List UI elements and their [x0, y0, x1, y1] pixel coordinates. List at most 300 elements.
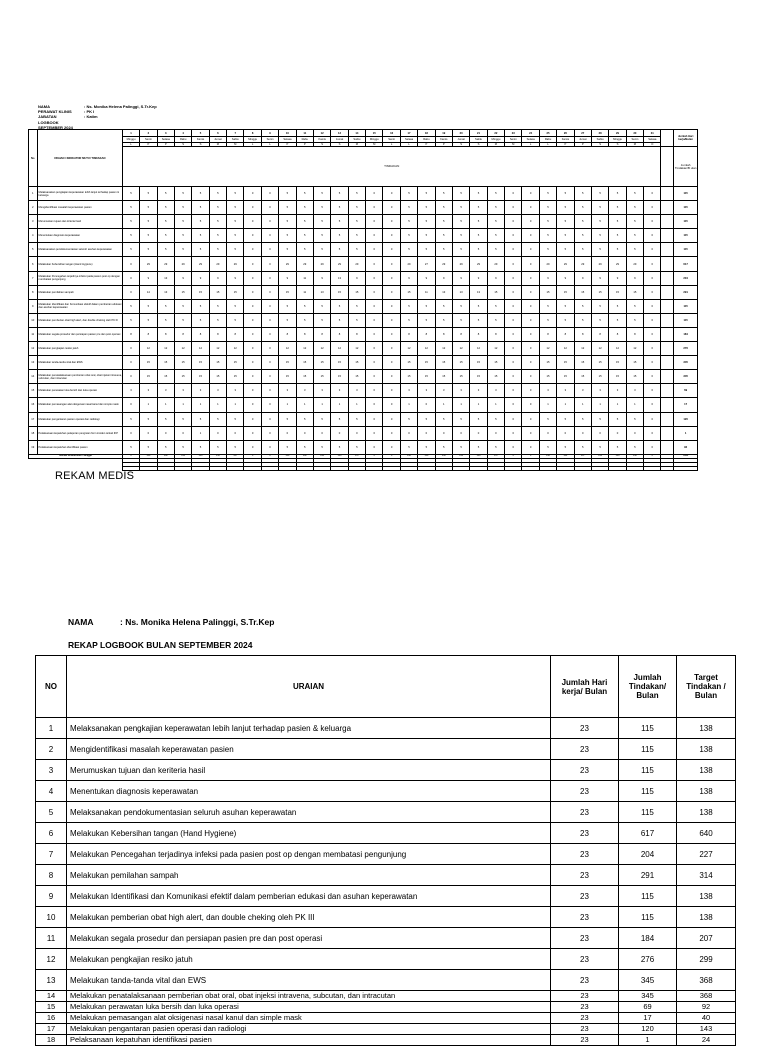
logbook-row-text: Melakukan pengkajian resiko jatuh — [37, 342, 122, 356]
logbook-cell: 5 — [487, 187, 504, 201]
logbook-footer-cell: 142 — [557, 454, 574, 458]
logbook-summary-cell — [470, 466, 487, 470]
logbook-cell: 3 — [348, 384, 365, 398]
logbook-cell: 5 — [400, 299, 417, 313]
logbook-footer-cell: 138 — [452, 454, 469, 458]
logbook-cell: 0 — [522, 370, 539, 384]
logbook-cell: 29 — [609, 257, 626, 271]
logbook-cell: 9 — [626, 271, 643, 285]
logbook-table — [28, 129, 698, 471]
rekap-row-tindakan: 115 — [619, 760, 677, 781]
logbook-row — [29, 215, 698, 229]
logbook-cell: 5 — [400, 215, 417, 229]
logbook-cell: 5 — [331, 299, 348, 313]
logbook-summary-cell — [661, 466, 674, 470]
logbook-cell: 3 — [192, 384, 209, 398]
logbook-row-total: 276 — [674, 342, 698, 356]
logbook-summary-cell — [539, 466, 556, 470]
logbook-cell: 15 — [279, 285, 296, 299]
logbook-shift: L — [244, 143, 261, 147]
logbook-cell: 0 — [591, 426, 608, 440]
logbook-row-text: Melakukan Identifikasi dan Komunikasi efektif dalam pemberian edukasi dan asuhan keperawatan — [37, 299, 122, 313]
logbook-weekday: Kamis — [313, 137, 330, 143]
rekap-row — [36, 907, 736, 928]
logbook-cell: 0 — [644, 370, 661, 384]
logbook-cell: 15 — [487, 356, 504, 370]
logbook-row-text: Mengidentifikasi masalah keperawatan pasien — [37, 201, 122, 215]
logbook-cell: 15 — [557, 285, 574, 299]
logbook-cell: 8 — [557, 327, 574, 341]
logbook-cell: 3 — [400, 384, 417, 398]
logbook-shift: M — [209, 143, 226, 147]
logbook-cell: 5 — [331, 313, 348, 327]
logbook-cell: 0 — [522, 285, 539, 299]
logbook-cell: 15 — [174, 356, 191, 370]
logbook-cell: 0 — [505, 398, 522, 412]
logbook-cell: 0 — [644, 285, 661, 299]
rekap-row-uraian: Melakukan Pencegahan terjadinya infeksi pada pasien post op dengan membatasi pengunjung — [67, 844, 551, 865]
logbook-cell: 15 — [435, 370, 452, 384]
logbook-cell: 0 — [244, 426, 261, 440]
rekap-row-target: 24 — [677, 1035, 736, 1046]
logbook-cell: 5 — [279, 215, 296, 229]
logbook-footer-cell: 138 — [470, 454, 487, 458]
rekap-row-uraian: Mengidentifikasi masalah keperawatan pasien — [67, 739, 551, 760]
logbook-cell: 15 — [400, 285, 417, 299]
logbook-cell: 5 — [609, 201, 626, 215]
logbook-footer-cell: 138 — [192, 454, 209, 458]
logbook-cell: 0 — [366, 327, 383, 341]
logbook-day-number: 9 — [261, 130, 278, 137]
logbook-header-value: : PK I — [84, 109, 95, 115]
logbook-footer-cell: 0 — [522, 454, 539, 458]
logbook-day-number: 15 — [366, 130, 383, 137]
logbook-cell: 12 — [227, 342, 244, 356]
rekap-row-hari: 23 — [551, 928, 619, 949]
logbook-cell: 12 — [331, 342, 348, 356]
logbook-cell: 8 — [400, 327, 417, 341]
logbook-cell: 0 — [244, 342, 261, 356]
logbook-footer-cell: 138 — [626, 454, 643, 458]
logbook-blank-cell — [661, 440, 674, 454]
logbook-cell: 15 — [279, 370, 296, 384]
logbook-cell: 0 — [122, 271, 139, 285]
logbook-cell: 1 — [539, 398, 556, 412]
logbook-cell: 5 — [122, 440, 139, 454]
logbook-footer-cell: 147 — [487, 454, 504, 458]
logbook-cell: 3 — [452, 384, 469, 398]
logbook-cell: 0 — [244, 285, 261, 299]
logbook-day-number: 28 — [591, 130, 608, 137]
logbook-footer-cell: 140 — [313, 454, 330, 458]
logbook-cell: 9 — [192, 271, 209, 285]
logbook-cell: 5 — [435, 412, 452, 426]
logbook-row — [29, 384, 698, 398]
logbook-cell: 29 — [487, 257, 504, 271]
rekap-row-uraian: Melakukan penatalaksanaan pemberian obat oral, obat injeksi intravena, subcutan, dan intracutan — [67, 991, 551, 1002]
logbook-row — [29, 299, 698, 313]
logbook-cell: 0 — [366, 342, 383, 356]
logbook-cell: 5 — [418, 299, 435, 313]
logbook-cell: 0 — [366, 299, 383, 313]
logbook-cell: 5 — [192, 229, 209, 243]
logbook-cell: 5 — [557, 187, 574, 201]
logbook-weekday: Jumat — [209, 137, 226, 143]
logbook-cell: 5 — [227, 229, 244, 243]
logbook-row-no: 15 — [29, 384, 38, 398]
logbook-cell: 0 — [366, 201, 383, 215]
logbook-cell: 0 — [522, 257, 539, 271]
rekap-row-no: 13 — [36, 970, 67, 991]
logbook-cell: 15 — [296, 370, 313, 384]
logbook-row-total: 345 — [674, 370, 698, 384]
logbook-weekday: Rabu — [418, 137, 435, 143]
logbook-cell: 5 — [209, 412, 226, 426]
logbook-cell: 9 — [348, 271, 365, 285]
logbook-blank-cell — [661, 215, 674, 229]
logbook-cell: 0 — [122, 426, 139, 440]
logbook-cell: 0 — [644, 257, 661, 271]
rekap-row-target: 368 — [677, 970, 736, 991]
rekap-row — [36, 1013, 736, 1024]
logbook-cell: 5 — [140, 215, 157, 229]
logbook-blank-cell — [661, 299, 674, 313]
rekap-row-no: 17 — [36, 1024, 67, 1035]
logbook-cell: 15 — [348, 356, 365, 370]
logbook-cell: 5 — [157, 313, 174, 327]
logbook-summary-cell — [279, 466, 296, 470]
logbook-cell: 0 — [261, 215, 278, 229]
logbook-blank-cell — [661, 187, 674, 201]
logbook-cell: 3 — [122, 384, 139, 398]
logbook-cell: 5 — [157, 440, 174, 454]
logbook-cell: 9 — [435, 271, 452, 285]
logbook-row — [29, 398, 698, 412]
logbook-cell: 5 — [279, 313, 296, 327]
logbook-row-text: Merumuskan tujuan dan kriteria hasil — [37, 215, 122, 229]
logbook-cell: 0 — [366, 426, 383, 440]
logbook-cell: 0 — [644, 299, 661, 313]
logbook-footer-cell: 150 — [209, 454, 226, 458]
rekap-row-no: 5 — [36, 802, 67, 823]
logbook-cell: 15 — [209, 356, 226, 370]
rekap-row-tindakan: 115 — [619, 739, 677, 760]
logbook-weekday: Minggu — [609, 137, 626, 143]
logbook-row-no: 11 — [29, 327, 38, 341]
rekap-row-target: 299 — [677, 949, 736, 970]
logbook-cell: 0 — [366, 257, 383, 271]
logbook-cell: 3 — [487, 384, 504, 398]
logbook-cell: 5 — [174, 243, 191, 257]
logbook-cell: 5 — [140, 229, 157, 243]
logbook-cell: 5 — [539, 201, 556, 215]
logbook-cell: 5 — [591, 412, 608, 426]
logbook-cell: 5 — [557, 313, 574, 327]
rekap-row-hari: 23 — [551, 781, 619, 802]
logbook-summary-cell — [261, 466, 278, 470]
logbook-summary-cell — [296, 466, 313, 470]
logbook-cell: 8 — [348, 327, 365, 341]
logbook-row-no: 18 — [29, 426, 38, 440]
rekap-row-target: 92 — [677, 1002, 736, 1013]
logbook-cell: 5 — [539, 440, 556, 454]
rekap-row-no: 9 — [36, 886, 67, 907]
logbook-cell: 13 — [452, 285, 469, 299]
logbook-blank-cell — [661, 229, 674, 243]
logbook-cell: 5 — [331, 187, 348, 201]
rekap-row-hari: 23 — [551, 844, 619, 865]
logbook-weekday: Jumat — [574, 137, 591, 143]
logbook-footer-label: Jumlah Keseluruhan / Minggu — [29, 454, 123, 458]
logbook-cell: 0 — [505, 201, 522, 215]
logbook-row — [29, 201, 698, 215]
logbook-cell: 5 — [487, 299, 504, 313]
logbook-row-text: Melakukan perawatan luka bersih dan luka operasi — [37, 384, 122, 398]
logbook-cell: 0 — [157, 426, 174, 440]
logbook-row-total: 115 — [674, 201, 698, 215]
logbook-cell: 11 — [296, 271, 313, 285]
logbook-cell: 15 — [331, 370, 348, 384]
logbook-row-text: Melakukan pemasangan alat oksigenasi nasal kanul dan simple mask — [37, 398, 122, 412]
logbook-cell: 0 — [522, 342, 539, 356]
logbook-cell: 5 — [348, 229, 365, 243]
logbook-cell: 0 — [331, 426, 348, 440]
rekap-row-uraian: Melakukan pengkajian resiko jatuh — [67, 949, 551, 970]
logbook-summary-cell — [348, 466, 365, 470]
logbook-cell: 9 — [539, 271, 556, 285]
logbook-day-number: 11 — [296, 130, 313, 137]
logbook-cell: 0 — [366, 412, 383, 426]
logbook-header-value: : Katim — [84, 114, 98, 120]
logbook-cell: 5 — [157, 412, 174, 426]
logbook-cell: 15 — [470, 370, 487, 384]
logbook-weekday: Kamis — [557, 137, 574, 143]
logbook-cell: 0 — [505, 257, 522, 271]
logbook-row-text: Melakukan pengantaran pasien operasi dan radiologi — [37, 412, 122, 426]
logbook-cell: 12 — [174, 342, 191, 356]
rekap-row-uraian: Melakukan pemilahan sampah — [67, 865, 551, 886]
logbook-cell: 15 — [209, 370, 226, 384]
logbook-tindakan-header: TINDAKAN — [122, 147, 661, 187]
logbook-day-number: 31 — [644, 130, 661, 137]
rekap-row — [36, 886, 736, 907]
rekap-row-uraian: Melakukan pemasangan alat oksigenasi nasal kanul dan simple mask — [67, 1013, 551, 1024]
logbook-cell: 0 — [522, 356, 539, 370]
rekap-row-no: 1 — [36, 718, 67, 739]
logbook-cell: 3 — [626, 384, 643, 398]
logbook-cell: 0 — [644, 229, 661, 243]
logbook-cell: 0 — [522, 313, 539, 327]
rekap-row-no: 8 — [36, 865, 67, 886]
logbook-row-text: Melakukan pemilahan sampah — [37, 285, 122, 299]
logbook-cell: 0 — [400, 426, 417, 440]
logbook-footer-cell: 138 — [418, 454, 435, 458]
logbook-shift: S — [591, 143, 608, 147]
logbook-day-number: 7 — [227, 130, 244, 137]
logbook-cell: 5 — [400, 243, 417, 257]
logbook-weekday: Jumat — [331, 137, 348, 143]
logbook-row-text: Melakukan tanda-tanda vital dan EWS — [37, 356, 122, 370]
logbook-cell: 0 — [383, 384, 400, 398]
logbook-footer-cell: 0 — [122, 454, 139, 458]
rekap-row-hari: 23 — [551, 1013, 619, 1024]
rekap-row-tindakan: 345 — [619, 970, 677, 991]
logbook-summary-cell — [192, 466, 209, 470]
logbook-cell: 15 — [157, 370, 174, 384]
logbook-cell: 5 — [296, 215, 313, 229]
logbook-cell: 5 — [539, 412, 556, 426]
logbook-cell: 9 — [452, 271, 469, 285]
logbook-summary-cell — [435, 466, 452, 470]
logbook-footer-cell: 0 — [261, 454, 278, 458]
logbook-weekday: Sabtu — [470, 137, 487, 143]
logbook-cell: 0 — [261, 257, 278, 271]
rekap-nama-value: : Ns. Monika Helena Palinggi, S.Tr.Kep — [120, 617, 275, 627]
rekap-row-no: 10 — [36, 907, 67, 928]
rekap-row-target: 368 — [677, 991, 736, 1002]
rekap-row-tindakan: 115 — [619, 907, 677, 928]
logbook-cell: 5 — [174, 201, 191, 215]
rekap-row — [36, 991, 736, 1002]
logbook-cell: 29 — [140, 257, 157, 271]
logbook-cell: 5 — [331, 243, 348, 257]
logbook-cell: 0 — [122, 342, 139, 356]
logbook-cell: 5 — [539, 187, 556, 201]
logbook-cell: 0 — [296, 426, 313, 440]
logbook-cell: 5 — [296, 412, 313, 426]
logbook-cell: 0 — [366, 384, 383, 398]
logbook-uraian-header: URAIAN / INDIKATOR MUTU/ TINDAKAN — [37, 130, 122, 187]
logbook-cell: 15 — [331, 356, 348, 370]
logbook-cell: 5 — [626, 243, 643, 257]
logbook-weekday: Minggu — [244, 137, 261, 143]
logbook-summary-cell — [452, 466, 469, 470]
logbook-cell: 0 — [522, 426, 539, 440]
logbook-cell: 0 — [505, 327, 522, 341]
logbook-cell: 5 — [122, 229, 139, 243]
logbook-cell: 12 — [626, 342, 643, 356]
logbook-row-no: 4 — [29, 229, 38, 243]
logbook-cell: 5 — [418, 229, 435, 243]
logbook-cell: 5 — [122, 313, 139, 327]
logbook-cell: 9 — [574, 271, 591, 285]
logbook-cell: 0 — [174, 426, 191, 440]
logbook-jumlah-tindakan-header: Jumlah Tindakan/B ulan — [674, 147, 698, 187]
logbook-cell: 0 — [644, 187, 661, 201]
logbook-cell: 5 — [296, 229, 313, 243]
rekap-nama — [68, 617, 274, 627]
logbook-cell: 5 — [348, 243, 365, 257]
logbook-cell: 3 — [174, 384, 191, 398]
logbook-cell: 5 — [122, 187, 139, 201]
logbook-cell: 5 — [157, 229, 174, 243]
logbook-shift: L — [261, 143, 278, 147]
logbook-cell: 12 — [209, 342, 226, 356]
logbook-blank-cell — [661, 327, 674, 341]
logbook-cell: 5 — [418, 412, 435, 426]
logbook-row-text: Melakukan Pencegahan terjadinya infeksi pada pasien post op dengan membatasi pengunjung — [37, 271, 122, 285]
rekap-row-target: 138 — [677, 802, 736, 823]
logbook-cell: 0 — [505, 342, 522, 356]
logbook-cell: 5 — [487, 229, 504, 243]
logbook-cell: 0 — [261, 426, 278, 440]
logbook-shift: S — [331, 143, 348, 147]
logbook-cell: 5 — [192, 299, 209, 313]
logbook-cell: 5 — [470, 440, 487, 454]
logbook-blank-cell — [661, 356, 674, 370]
logbook-cell: 0 — [383, 370, 400, 384]
logbook-weekday: Kamis — [435, 137, 452, 143]
rekap-row-uraian: Melakukan segala prosedur dan persiapan pasien pre dan post operasi — [67, 928, 551, 949]
logbook-footer-cell: 138 — [435, 454, 452, 458]
logbook-cell: 15 — [227, 370, 244, 384]
logbook-cell: 0 — [313, 426, 330, 440]
logbook-cell: 5 — [435, 201, 452, 215]
logbook-cell: 0 — [383, 398, 400, 412]
logbook-cell: 0 — [522, 187, 539, 201]
logbook-cell: 5 — [609, 215, 626, 229]
logbook-cell: 15 — [348, 370, 365, 384]
logbook-weekday: Rabu — [174, 137, 191, 143]
rekap-row — [36, 949, 736, 970]
logbook-cell: 9 — [313, 271, 330, 285]
rekap-row-hari: 23 — [551, 760, 619, 781]
logbook-cell: 0 — [383, 187, 400, 201]
logbook-cell: 15 — [400, 370, 417, 384]
logbook-cell: 5 — [174, 187, 191, 201]
logbook-header-value: : Ns. Monika Helena Palinggi, S.Tr.Kep — [84, 104, 157, 109]
logbook-row-total: 115 — [674, 229, 698, 243]
logbook-cell: 8 — [157, 327, 174, 341]
logbook-cell: 8 — [539, 327, 556, 341]
logbook-cell: 3 — [157, 384, 174, 398]
logbook-cell: 13 — [470, 285, 487, 299]
logbook-cell: 13 — [157, 271, 174, 285]
logbook-day-number: 29 — [609, 130, 626, 137]
logbook-cell: 0 — [244, 187, 261, 201]
logbook-cell: 0 — [644, 243, 661, 257]
logbook-cell: 5 — [348, 313, 365, 327]
logbook-cell: 5 — [279, 187, 296, 201]
logbook-cell: 5 — [140, 299, 157, 313]
logbook-row-text: Melakukan segala prosedur dan persiapan pasien pre dan post operasi — [37, 327, 122, 341]
logbook-cell: 0 — [505, 243, 522, 257]
logbook-row-total: 184 — [674, 327, 698, 341]
logbook-cell: 1 — [609, 398, 626, 412]
logbook-cell: 5 — [609, 412, 626, 426]
logbook-cell: 0 — [261, 384, 278, 398]
logbook-cell: 15 — [400, 356, 417, 370]
logbook-summary-cell — [609, 466, 626, 470]
logbook-cell: 0 — [644, 384, 661, 398]
logbook-footer-cell: 138 — [609, 454, 626, 458]
logbook-cell: 5 — [331, 440, 348, 454]
logbook-cell: 5 — [296, 187, 313, 201]
logbook-cell: 15 — [279, 356, 296, 370]
logbook-cell: 12 — [470, 342, 487, 356]
rekap-row — [36, 865, 736, 886]
logbook-day-number: 20 — [452, 130, 469, 137]
logbook-cell: 5 — [591, 299, 608, 313]
logbook-cell: 5 — [279, 229, 296, 243]
logbook-footer-cell: 138 — [140, 454, 157, 458]
logbook-cell: 27 — [418, 257, 435, 271]
rekap-row-hari: 23 — [551, 991, 619, 1002]
logbook-footer-cell: 0 — [244, 454, 261, 458]
logbook-summary-cell — [574, 466, 591, 470]
logbook-blank-cell — [661, 243, 674, 257]
logbook-row — [29, 243, 698, 257]
